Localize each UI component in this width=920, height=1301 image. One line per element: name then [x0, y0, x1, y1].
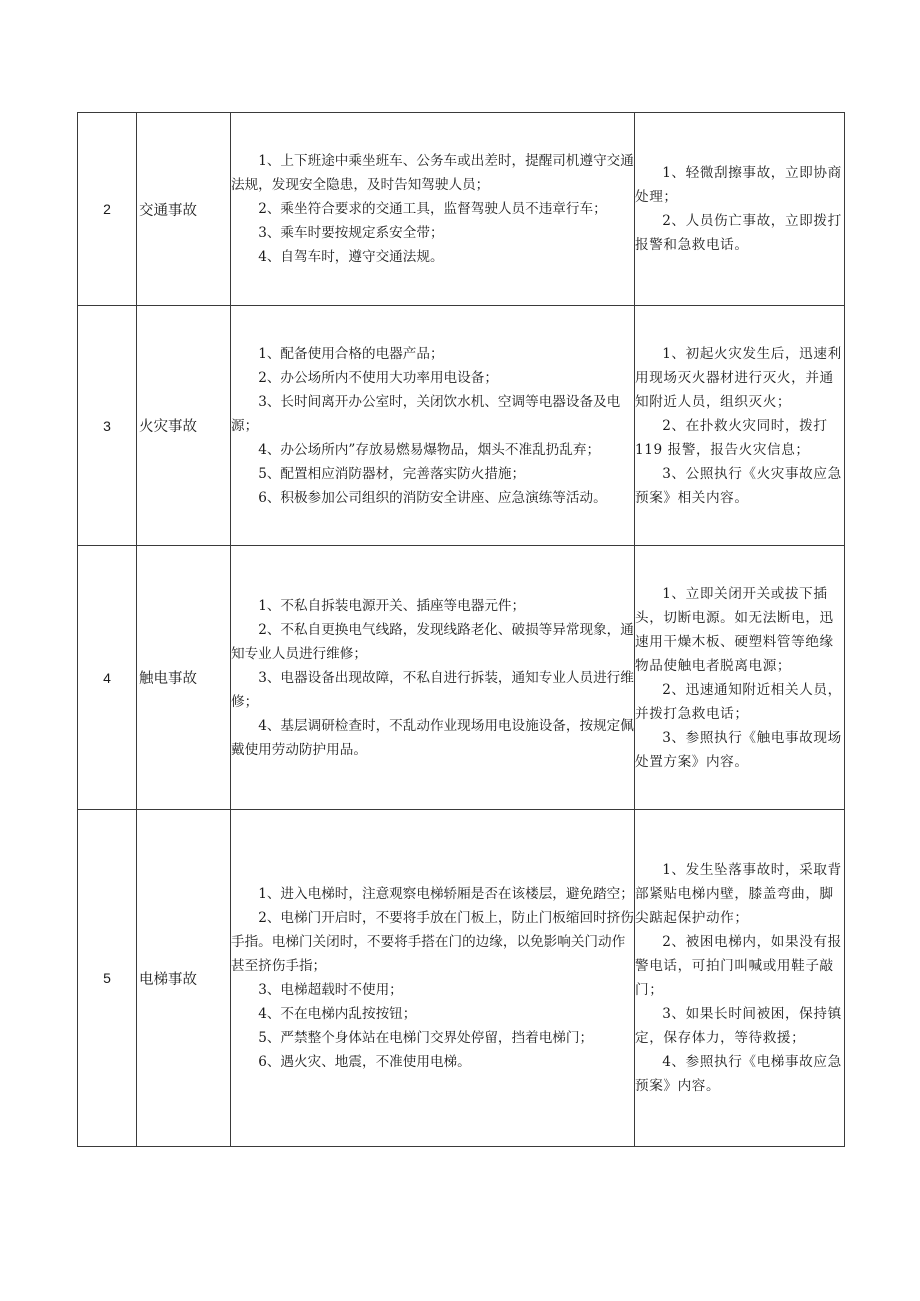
- measure-item: 2、乘坐符合要求的交通工具，监督驾驶人员不违章行车；: [258, 201, 607, 217]
- response-item: 3、公照执行《火灾事故应急预案》相关内容。: [635, 465, 842, 506]
- response-item: 1、初起火灾发生后，迅速利用现场灭火器材进行灭火，并通知附近人员，组织灭火；: [635, 345, 842, 410]
- measure-item: 5、严禁整个身体站在电梯门交界处停留，挡着电梯门；: [258, 1030, 594, 1046]
- prevention-measures: [231, 546, 635, 810]
- emergency-response: [635, 306, 845, 546]
- response-item: 3、如果长时间被困，保持镇定，保存体力，等待救援；: [635, 1006, 842, 1046]
- accident-type: 交通事故: [137, 113, 231, 306]
- measure-item: 4、自驾车时，遵守交通法规。: [258, 249, 444, 265]
- table-row-electric-shock-accident: [78, 546, 845, 810]
- response-item: 1、发生坠落事故时，采取背部紧贴电梯内壁，膝盖弯曲，脚尖踮起保护动作；: [635, 862, 842, 926]
- measure-item: 6、遇火灾、地震，不准使用电梯。: [258, 1054, 471, 1070]
- emergency-response: [635, 810, 845, 1147]
- emergency-response: [635, 546, 845, 810]
- measure-item: 1、上下班途中乘坐班车、公务车或出差时，提醒司机遵守交通法规，发现安全隐患，及时告知驾驶人员；: [231, 153, 634, 193]
- measure-item: 2、办公场所内不使用大功率用电设备；: [258, 369, 498, 386]
- row-number: 4: [78, 546, 137, 810]
- table-row-traffic-accident: [78, 113, 845, 306]
- row-number: 2: [78, 113, 137, 306]
- measure-item: 4、基层调研检查时，不乱动作业现场用电设施设备，按规定佩戴使用劳动防护用品。: [231, 717, 634, 758]
- measure-item: 1、不私自拆装电源开关、插座等电器元件；: [258, 597, 526, 614]
- row-number: 3: [78, 306, 137, 546]
- table-row-fire-accident: [78, 306, 845, 546]
- accident-type: 电梯事故: [137, 810, 231, 1147]
- measure-item: 4、不在电梯内乱按按钮；: [258, 1006, 417, 1022]
- measure-item: 5、配置相应消防器材，完善落实防火措施；: [258, 465, 526, 482]
- measure-item: 1、配备使用合格的电器产品；: [258, 345, 444, 362]
- response-item: 4、参照执行《电梯事故应急预案》内容。: [635, 1054, 842, 1094]
- risk-prevention-table: [77, 112, 845, 1147]
- emergency-response: [635, 113, 845, 306]
- response-item: 2、人员伤亡事故，立即拨打报警和急救电话。: [635, 213, 842, 253]
- response-item: 1、立即关闭开关或拔下插头，切断电源。如无法断电，迅速用干燥木板、硬塑料管等绝缘物品使触电者脱离电源；: [635, 585, 834, 674]
- measure-item: 6、积极参加公司组织的消防安全讲座、应急演练等活动。: [258, 489, 607, 506]
- response-item: 3、参照执行《触电事故现场处置方案》内容。: [635, 729, 842, 770]
- measure-item: 3、乘车时要按规定系安全带；: [258, 225, 444, 241]
- response-item: 2、迅速通知附近相关人员，并拨打急救电话；: [635, 681, 842, 722]
- response-item: 2、被困电梯内，如果没有报警电话，可拍门叫喊或用鞋子敲门；: [635, 934, 842, 998]
- accident-type: 火灾事故: [137, 306, 231, 546]
- measure-item: 3、长时间离开办公室时，关闭饮水机、空调等电器设备及电源；: [231, 393, 621, 434]
- prevention-measures: [231, 306, 635, 546]
- table-row-elevator-accident: [78, 810, 845, 1147]
- measure-item: 2、不私自更换电气线路，发现线路老化、破损等异常现象，通知专业人员进行维修；: [231, 621, 634, 662]
- row-number: 5: [78, 810, 137, 1147]
- measure-item: 4、办公场所内”存放易燃易爆物品，烟头不准乱扔乱弃；: [258, 441, 601, 458]
- response-item: 2、在扑救火灾同时，拨打 119 报警，报告火灾信息；: [635, 417, 828, 458]
- measure-item: 3、电梯超载时不使用；: [258, 982, 403, 998]
- accident-type: 触电事故: [137, 546, 231, 810]
- prevention-measures: [231, 113, 635, 306]
- measure-item: 1、进入电梯时，注意观察电梯轿厢是否在该楼层，避免踏空；: [258, 886, 634, 902]
- response-item: 1、轻微刮擦事故，立即协商处理；: [635, 165, 842, 205]
- prevention-measures: [231, 810, 635, 1147]
- measure-item: 3、电器设备出现故障，不私自进行拆装，通知专业人员进行维修；: [231, 669, 634, 710]
- measure-item: 2、电梯门开启时，不要将手放在门板上，防止门板缩回时挤伤手指。电梯门关闭时，不要将手搭在门的边缘，以免影响关门动作甚至挤伤手指；: [231, 910, 634, 974]
